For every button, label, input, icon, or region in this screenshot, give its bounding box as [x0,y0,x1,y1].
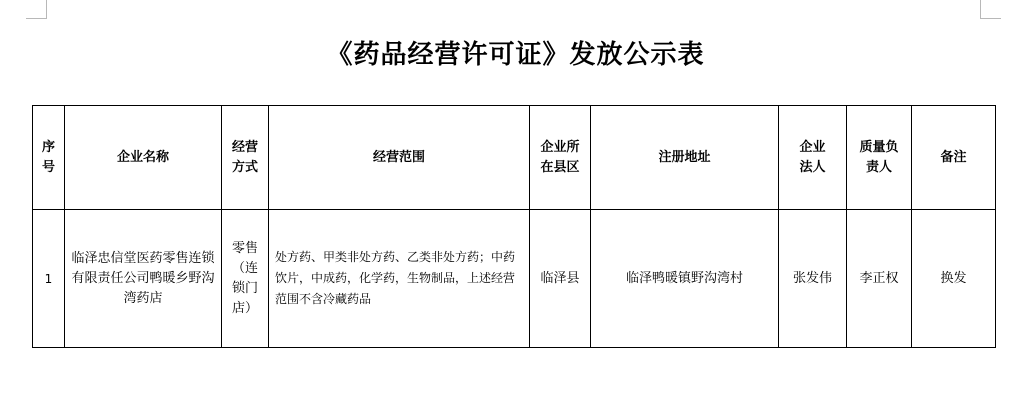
header-address: 注册地址 [591,106,779,210]
cell-county: 临泽县 [530,210,591,348]
cell-business-mode: 零售（连锁门店） [222,210,269,348]
header-county: 企业所在县区 [530,106,591,210]
permit-table [32,105,996,348]
page-corner-mark-left [26,0,47,19]
table-header-row [33,106,996,210]
cell-quality-person: 李正权 [847,210,912,348]
header-business-scope: 经营范围 [269,106,530,210]
header-quality-person: 质量负责人 [847,106,912,210]
cell-legal-person: 张发伟 [779,210,847,348]
header-legal-person: 企业法人 [779,106,847,210]
cell-remarks: 换发 [912,210,996,348]
cell-address: 临泽鸭暖镇野沟湾村 [591,210,779,348]
header-company-name: 企业名称 [65,106,222,210]
page-corner-mark-right [980,0,1001,19]
cell-business-scope: 处方药、甲类非处方药、乙类非处方药；中药饮片，中成药，化学药，生物制品，上述经营范围不含冷藏药品 [269,210,530,348]
cell-no: 1 [33,210,65,348]
cell-company-name: 临泽忠信堂医药零售连锁有限责任公司鸭暖乡野沟湾药店 [65,210,222,348]
header-remarks: 备注 [912,106,996,210]
page-title: 《药品经营许可证》发放公示表 [326,40,705,70]
header-business-mode: 经营方式 [222,106,269,210]
header-no: 序号 [33,106,65,210]
table-row [33,210,996,348]
